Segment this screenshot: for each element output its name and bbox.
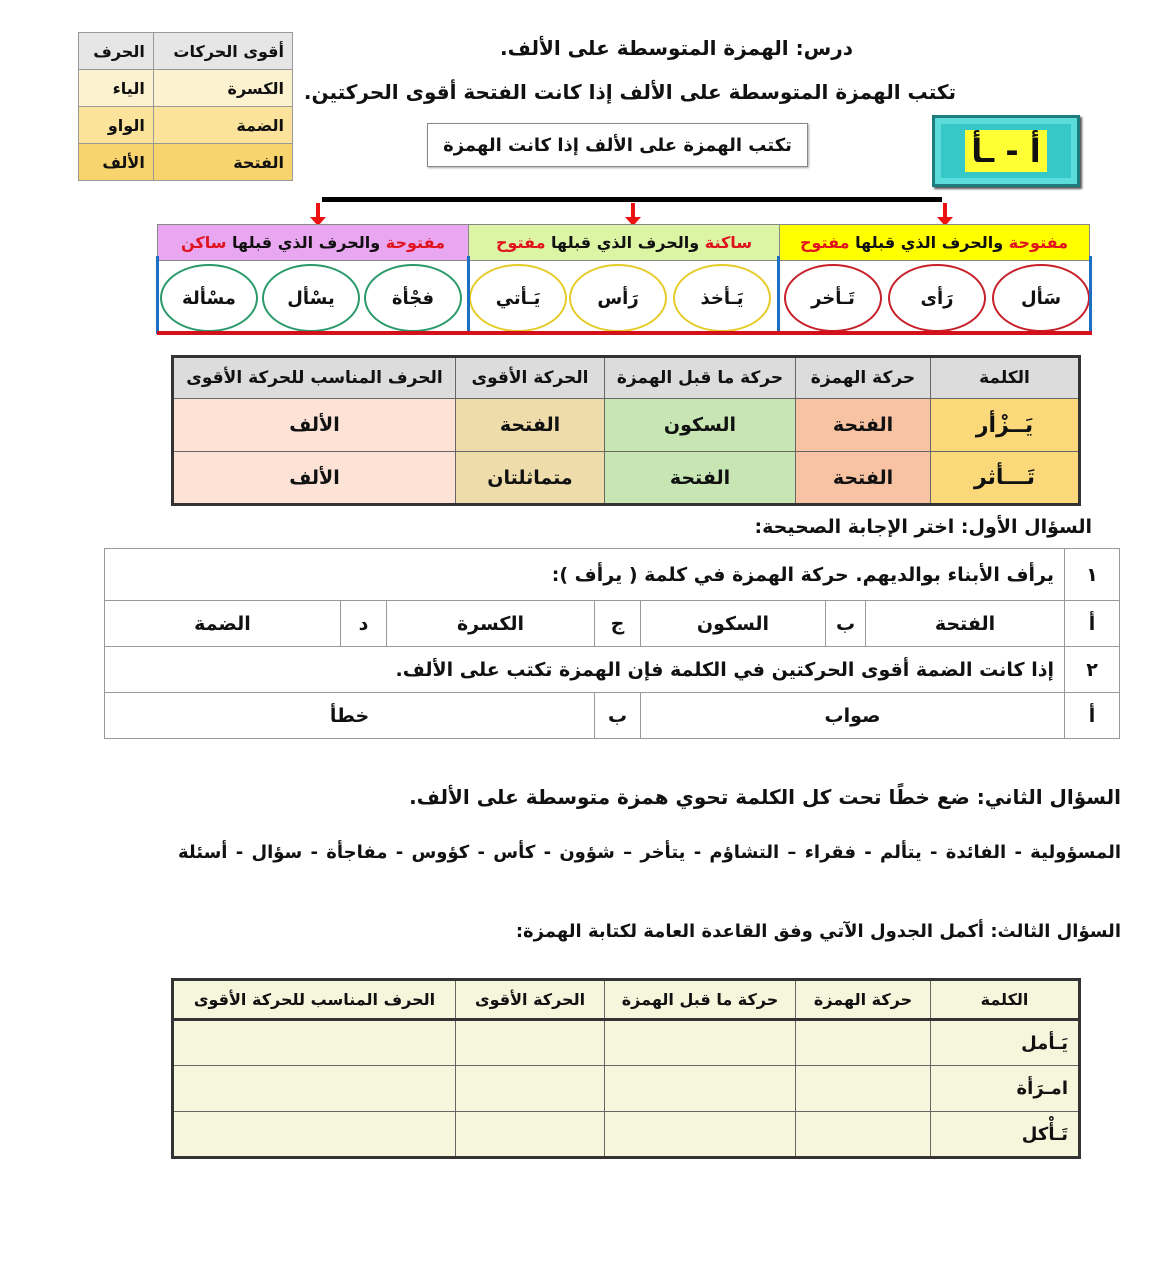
cell: السكون xyxy=(605,399,796,452)
option-choice[interactable]: صواب xyxy=(641,693,1065,739)
example-word-circle: يَـأتي xyxy=(469,264,567,332)
example-word-circle: رَأى xyxy=(888,264,986,332)
column-header: الحرف المناسب للحركة الأقوى xyxy=(173,980,456,1020)
option-choice[interactable]: خطأ xyxy=(105,693,595,739)
column-header: الكلمة xyxy=(931,357,1080,399)
arrow-down-icon xyxy=(631,203,635,221)
table-row xyxy=(173,1066,1080,1112)
option-choice[interactable]: الكسرة xyxy=(387,601,595,647)
example-word-circle: يسْأل xyxy=(262,264,360,332)
cell: الفتحة xyxy=(456,399,605,452)
question-1-table xyxy=(104,548,1120,739)
option-letter: أ xyxy=(1065,601,1120,647)
word-cell: تَـأْكل xyxy=(931,1112,1080,1158)
question-1-heading: السؤال الأول: اختر الإجابة الصحيحة: xyxy=(754,516,1092,538)
cell: الألف xyxy=(173,452,456,505)
category-term: مفتوح xyxy=(495,233,546,252)
answer-cell[interactable] xyxy=(796,1020,931,1066)
answer-cell[interactable] xyxy=(605,1020,796,1066)
question-2-words: المسؤولية - الفائدة - يتألم - فقراء – التشاؤم - يتأخر – شؤون - كأس - كؤوس - مفاجأة - سؤال - أسئلة xyxy=(177,842,1121,863)
question-3-table xyxy=(171,978,1081,1159)
legend-cell: الكسرة xyxy=(153,70,292,107)
category-header xyxy=(778,224,1090,261)
column-header: حركة ما قبل الهمزة xyxy=(605,980,796,1020)
table-row xyxy=(173,452,1080,505)
divider-line xyxy=(777,256,780,334)
category-header xyxy=(157,224,469,261)
answer-cell[interactable] xyxy=(605,1066,796,1112)
column-header: حركة الهمزة xyxy=(796,980,931,1020)
divider-line xyxy=(157,331,1092,335)
divider-line xyxy=(156,256,159,334)
answer-cell[interactable] xyxy=(796,1112,931,1158)
category-term: مفتوحة xyxy=(385,233,445,252)
option-choice[interactable]: الفتحة xyxy=(866,601,1065,647)
rule-text: تكتب الهمزة المتوسطة على الألف إذا كانت الفتحة أقوى الحركتين. xyxy=(303,80,956,104)
category-term: ساكنة xyxy=(704,233,753,252)
legend-header: الحرف xyxy=(79,33,154,70)
word-cell: يَـأمل xyxy=(931,1020,1080,1066)
answer-cell[interactable] xyxy=(173,1066,456,1112)
answer-cell[interactable] xyxy=(173,1020,456,1066)
letter-box xyxy=(932,115,1080,187)
legend-cell: الألف xyxy=(79,144,154,181)
category-term: ساكن xyxy=(181,233,227,252)
category-term: مفتوح xyxy=(799,233,850,252)
answer-cell[interactable] xyxy=(173,1112,456,1158)
question-text: يرأف الأبناء بوالديهم. حركة الهمزة في كلمة ( يرأف ): xyxy=(105,549,1065,601)
option-letter: ج xyxy=(595,601,641,647)
example-word-circle: فجْأة xyxy=(364,264,462,332)
example-word-circle: يَـأخذ xyxy=(673,264,771,332)
column-header: الحركة الأقوى xyxy=(456,980,605,1020)
category-term: مفتوحة xyxy=(1008,233,1069,252)
column-header: الكلمة xyxy=(931,980,1080,1020)
question-number: ١ xyxy=(1065,549,1120,601)
option-letter: د xyxy=(341,601,387,647)
legend-cell: الياء xyxy=(79,70,154,107)
category-text: والحرف الذي قبلها xyxy=(849,233,1009,252)
legend-cell: الضمة xyxy=(153,107,292,144)
example-table xyxy=(171,355,1081,506)
cell: يَــزْأر xyxy=(931,399,1080,452)
cell: تَـــأثر xyxy=(931,452,1080,505)
vowel-strength-legend xyxy=(78,32,293,181)
cell: الفتحة xyxy=(796,399,931,452)
option-letter: أ xyxy=(1065,693,1120,739)
option-letter: ب xyxy=(595,693,641,739)
word-cell: امـرَأة xyxy=(931,1066,1080,1112)
answer-cell[interactable] xyxy=(605,1112,796,1158)
legend-cell: الواو xyxy=(79,107,154,144)
column-header: حركة ما قبل الهمزة xyxy=(605,357,796,399)
cell: الفتحة xyxy=(605,452,796,505)
arrow-down-icon xyxy=(943,203,947,221)
legend-header: أقوى الحركات xyxy=(153,33,292,70)
option-choice[interactable]: السكون xyxy=(641,601,826,647)
question-2-heading: السؤال الثاني: ضع خطًا تحت كل الكلمة تحوي همزة متوسطة على الألف. xyxy=(409,785,1121,809)
option-letter: ب xyxy=(826,601,866,647)
example-word-circle: مسْألة xyxy=(160,264,258,332)
category-header xyxy=(468,224,780,261)
question-text: إذا كانت الضمة أقوى الحركتين في الكلمة فإن الهمزة تكتب على الألف. xyxy=(105,647,1065,693)
answer-cell[interactable] xyxy=(456,1020,605,1066)
question-number: ٢ xyxy=(1065,647,1120,693)
cell: الألف xyxy=(173,399,456,452)
question-3-heading: السؤال الثالث: أكمل الجدول الآتي وفق القاعدة العامة لكتابة الهمزة: xyxy=(515,921,1121,942)
arrow-down-icon xyxy=(316,203,320,221)
category-text: والحرف الذي قبلها xyxy=(226,233,386,252)
example-word-circle: رَأس xyxy=(569,264,667,332)
option-choice[interactable]: الضمة xyxy=(105,601,341,647)
cell: الفتحة xyxy=(796,452,931,505)
connector-bar xyxy=(322,197,942,202)
table-row xyxy=(173,1020,1080,1066)
divider-line xyxy=(467,256,470,334)
legend-cell: الفتحة xyxy=(153,144,292,181)
column-header: حركة الهمزة xyxy=(796,357,931,399)
category-text: والحرف الذي قبلها xyxy=(545,233,705,252)
answer-cell[interactable] xyxy=(796,1066,931,1112)
table-row xyxy=(173,399,1080,452)
rule-box: تكتب الهمزة على الألف إذا كانت الهمزة xyxy=(427,123,808,167)
answer-cell[interactable] xyxy=(456,1112,605,1158)
divider-line xyxy=(1089,256,1092,334)
letter-forms: أ - ـأ xyxy=(965,130,1046,172)
column-header: الحرف المناسب للحركة الأقوى xyxy=(173,357,456,399)
answer-cell[interactable] xyxy=(456,1066,605,1112)
cell: متماثلتان xyxy=(456,452,605,505)
lesson-title: درس: الهمزة المتوسطة على الألف. xyxy=(500,36,853,60)
example-word-circle: سَأل xyxy=(992,264,1090,332)
column-header: الحركة الأقوى xyxy=(456,357,605,399)
example-word-circle: تَـأخر xyxy=(784,264,882,332)
table-row xyxy=(173,1112,1080,1158)
